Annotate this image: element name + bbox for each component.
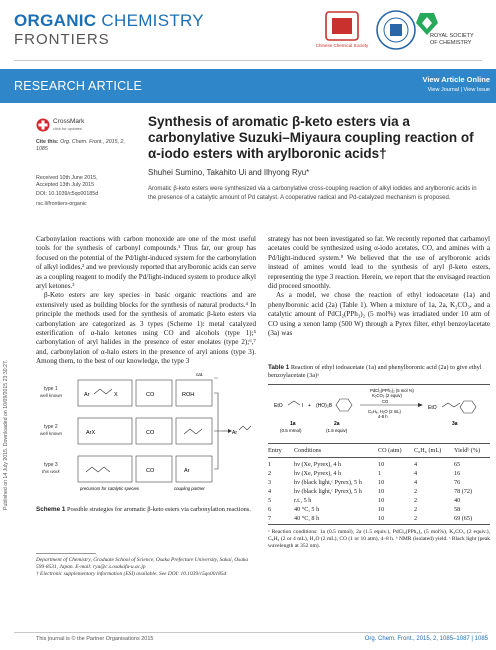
body-paragraph: β-Keto esters are key species in basic organic reactions and are extensively used as building blocks for the synthesis of natural products.⁴ In principle the methods used for the synthesis of aromatic β-keto esters via carbonylation are categorized as 3 types (Scheme 1): metal catalyzed esterification of α-halo ketones using CO and alcohols (type 1);⁵ carbonylation of aryl halides in the presence of ester enolates (type 2);⁶,⁷ and, carbonylation of α-halo esters in the presence of aryl anions (type 3). Among them, to the best of our knowledge, the type 3 <box>36 291 256 366</box>
download-watermark: Published on 14 July 2015. Downloaded on 10/09/2015 23:30:27. <box>3 359 9 510</box>
body-paragraph: Carbonylation reactions with carbon monoxide are one of the most useful tools for the synthesis of carbonyl compounds.¹ Thus far, our group has focused on the potential of the Pd/light-induced system for the carbonylation of alkyl iodides,² and we previously reported that arylboronic acids can serve as a coupling reagent to modify the Pd/light-induced system to produce alkyl aryl ketones.³ <box>36 235 256 291</box>
scheme-type: type 2 <box>44 424 58 430</box>
table-scheme <box>268 384 490 443</box>
table-row: 1 hν (Xe, Pyrex), 4 h 10 4 65 <box>268 460 461 468</box>
article-title: Synthesis of aromatic β-keto esters via a carbonylative Suzuki–Miyaura coupling reaction of α-iodo esters with arylboronic acids† <box>148 114 474 161</box>
scheme-note: well known <box>40 393 63 398</box>
condition-catalyst: PdCl₂(PPh₃)₂ (5 mol %) <box>370 388 414 393</box>
table-caption: Table 1 Reaction of ethyl iodoacetate (1a) and phenylboronic acid (2a) to give ethyl benzoylacetate (3a)ᵃ <box>268 364 482 379</box>
scheme-type: type 3 <box>44 462 58 468</box>
condition-solvent: C₆H₆, H₂O (2 mL) <box>368 409 401 414</box>
label-2a: 2a <box>334 421 340 427</box>
rsc-logo <box>412 9 442 53</box>
table-row: 3 hν (black light,ᶜ Pyrex), 5 h 10 4 76 <box>268 478 461 486</box>
view-article-online-link[interactable]: View Article Online <box>422 75 490 84</box>
table-header-row <box>268 444 490 458</box>
ccs-logo <box>315 9 369 53</box>
svg-text:EtO: EtO <box>274 403 283 409</box>
doi[interactable]: DOI: 10.1039/c5qo00185d <box>36 191 99 197</box>
scheme-reagent: Ar <box>84 392 90 398</box>
crossmark-badge[interactable]: CrossMark click for updates <box>36 117 106 134</box>
footnote-divider <box>36 553 96 554</box>
table-row: 2 hν (Xe, Pyrex), 4 h 1 4 16 <box>268 469 461 477</box>
condition-co: CO <box>382 399 389 404</box>
svg-text:X: X <box>114 392 118 398</box>
ccs-logo-text: Chinese Chemical Society <box>315 43 369 48</box>
condition-time: 4-8 h <box>378 414 388 419</box>
journal-title: ORGANIC CHEMISTRY <box>14 11 204 30</box>
article-authors: Shuhei Sumino, Takahito Ui and Ilhyong Ryu* <box>148 168 310 177</box>
col-header: C₆H₆ (mL) <box>414 444 454 458</box>
condition-base: K₂CO₃ (2 equiv) <box>372 393 402 398</box>
affiliation: Department of Chemistry, Graduate School of Science, Osaka Prefecture University, Sakai, Osaka 599-8531, Japan. E-mail: ryu@c.s.osakafu-u.ac.jp <box>36 557 249 570</box>
body-paragraph: As a model, we chose the reaction of ethyl iodoacetate (1a) and phenylboronic acid (2a) (Table 1). When a mixture of 1a, 2a, K₂CO₃, and a catalytic amount of PdCl₂(PPh₃)₂ (5 mol%) was irradiated under 10 atm of CO using a xenon lamp (500 W) through a Pyrex filter, ethyl benzoylacetate (3a) was <box>268 291 490 338</box>
scheme-type: type 1 <box>44 386 58 392</box>
scheme-row-2 <box>40 418 212 444</box>
body-column-right <box>268 235 490 338</box>
svg-text:EtO: EtO <box>428 405 437 411</box>
esi-note[interactable]: † Electronic supplementary information (ESI) available. See DOI: 10.1039/c5qo00185d <box>36 571 227 577</box>
scheme-co: CO <box>146 430 155 436</box>
scheme-bottom-right: coupling partner <box>174 486 205 491</box>
scheme-bracket <box>214 393 222 469</box>
scheme-1 <box>36 372 256 530</box>
col-header: CO (atm) <box>378 444 414 458</box>
col-header: Entry <box>268 444 294 458</box>
scheme-note: this work <box>42 469 60 474</box>
svg-text:+: + <box>308 403 311 409</box>
label-3a: 3a <box>452 421 458 427</box>
footnotes <box>36 557 256 578</box>
footer-copyright: This journal is © the Partner Organisations 2015 <box>36 636 154 642</box>
col-header: Yieldᵇ (%) <box>454 444 490 458</box>
scheme-co: CO <box>146 468 155 474</box>
rsc-name: ROYAL SOCIETY OF CHEMISTRY <box>430 33 474 46</box>
label-1a: 1a <box>290 421 296 427</box>
citation: Cite this: Org. Chem. Front., 2015, 2, 1085 <box>36 139 125 152</box>
body-paragraph: strategy has not been investigated so far. We recently reported that carbamoyl acetates could be synthesized using α-iodo acetates, CO, and amines with a Pd/light-induced system.⁸ We believed that the use of arylboronic acids instead of amines would lead to the synthesis of aryl β-keto esters, representing the type 3 reaction. Herein, we report that the envisaged reaction did proceed smoothly. <box>268 235 490 291</box>
scheme-partner: ROH <box>182 392 195 398</box>
svg-text:(HO)₂B: (HO)₂B <box>316 403 333 409</box>
label-2a-amount: (1.5 equiv) <box>326 428 348 433</box>
scheme-partner: Ar <box>184 468 190 474</box>
footer-citation: Org. Chem. Front., 2015, 2, 1085–1087 | 1085 <box>364 636 488 642</box>
label-1a-amount: (0.5 mmol) <box>280 428 302 433</box>
journal-url[interactable]: rsc.li/frontiers-organic <box>36 201 87 207</box>
scheme-caption: Scheme 1 Possible strategies for aromatic β-keto esters via carbonylation reactions. <box>36 506 251 513</box>
scheme-reagent: ArX <box>86 430 96 436</box>
scheme-cat-label: cat. <box>196 372 204 377</box>
svg-text:I: I <box>302 403 304 409</box>
journal-subtitle: FRONTIERS <box>14 31 110 48</box>
table-1 <box>268 364 490 550</box>
crossmark-icon <box>36 118 50 132</box>
table-footnote: ᵃ Reaction conditions: 1a (0.5 mmol), 2a (1.5 equiv.), PdCl₂(PPh₃)₂ (5 mol%), K₂CO₃ (2 equiv.), C₆H₆ (2 or 4 mL), H₂O (2 mL), CO (1 or 10 atm), 4–8 h. ᵇ NMR (isolated) yield. ᶜ Black light (peak wavelength at 352 nm). <box>268 528 490 549</box>
accepted-date: Accepted 13th July 2015 <box>36 182 95 188</box>
scheme-bottom-left: precursors for catalytic species <box>80 486 139 491</box>
scheme-row-3 <box>42 456 212 482</box>
col-header: Conditions <box>294 444 378 458</box>
article-type-label: RESEARCH ARTICLE <box>14 79 143 93</box>
scheme-note: well known <box>40 431 63 436</box>
view-journal-issue-links[interactable]: View Journal | View Issue <box>427 87 490 93</box>
table-row: 6 40 °C, 5 h 10 2 58 <box>268 505 461 513</box>
table-row: 7 40 °C, 8 h 10 2 69 (65) <box>268 515 490 525</box>
results-table <box>268 443 490 525</box>
scheme-product: Ar <box>232 430 237 436</box>
table-row: 5 r.t., 5 h 10 2 40 <box>268 496 461 504</box>
article-abstract: Aromatic β-keto esters were synthesized via a carbonylative cross-coupling reaction of alkyl iodides and arylboronic acids in the presence of a catalytic amount of Pd catalyst. A cooperative radical and Pd-catalyzed mechanism is proposed. <box>148 186 477 201</box>
scheme-row-1 <box>40 380 212 406</box>
header-divider <box>14 60 482 61</box>
received-date: Received 10th June 2015, <box>36 175 98 181</box>
scheme-co: CO <box>146 392 155 398</box>
footer-divider <box>14 632 482 633</box>
body-column-left <box>36 235 256 367</box>
table-row: 4 hν (black light,ᶜ Pyrex), 5 h 10 2 78 (72) <box>268 487 473 495</box>
